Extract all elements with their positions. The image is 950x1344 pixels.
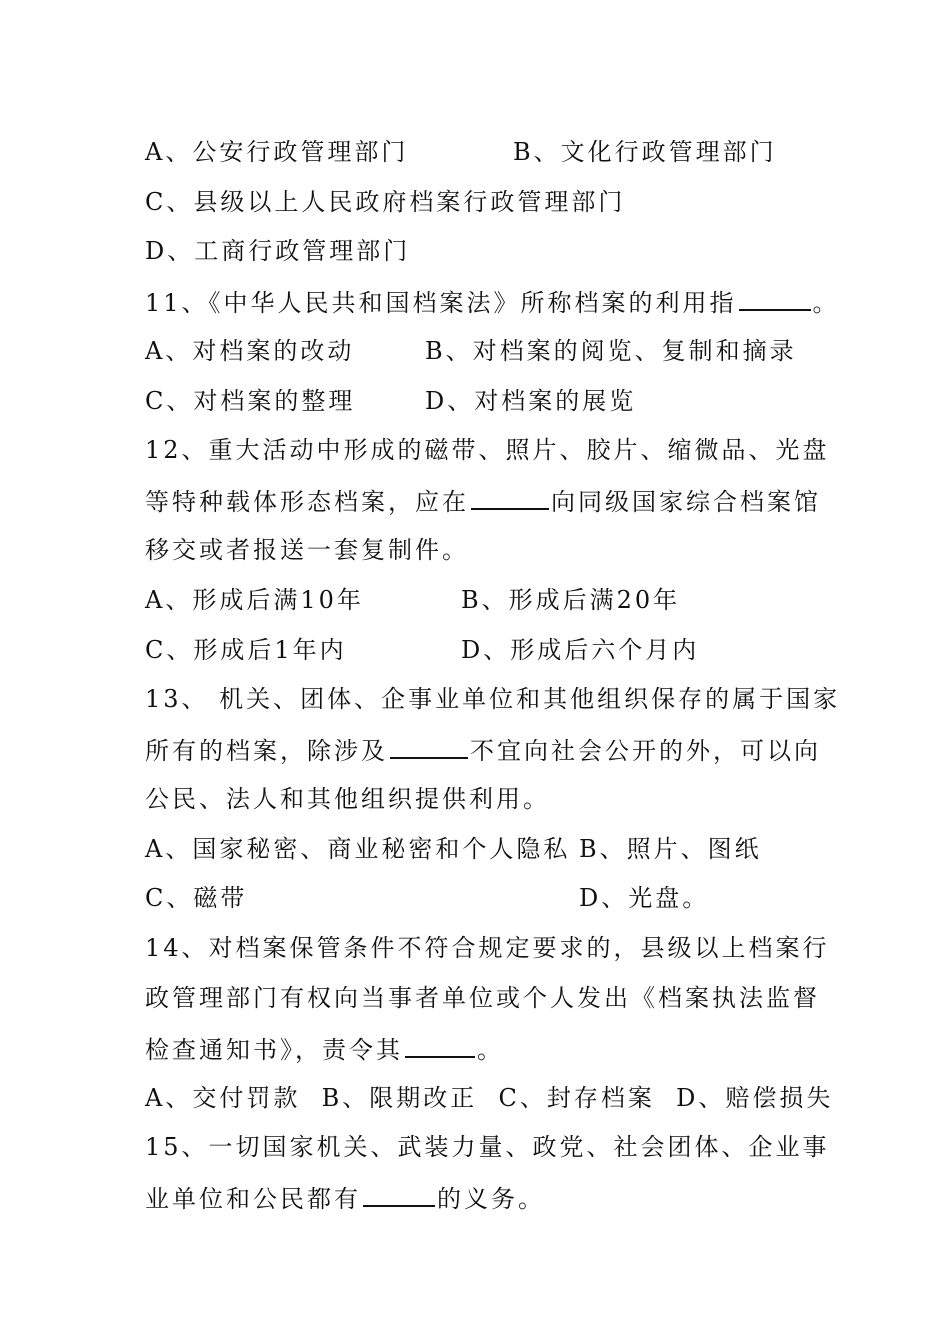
q13-option-row-1 [145,833,762,865]
q12-option-b: B、形成后满20年 [461,586,681,614]
q13-stem-line-2: 所有的档案，除涉及 不宜向社会公开的外，可以向 [145,733,821,765]
q12-stem-line-1: 12、重大活动中形成的磁带、照片、胶片、缩微品、光盘 [145,436,830,464]
answer-blank [471,484,549,510]
q14-stem-line-3: 检查通知书》，责令其 。 [145,1032,504,1064]
q13-stem-line-1: 13、 机关、团体、企事业单位和其他组织保存的属于国家 [145,685,841,713]
q11-option-c: C、对档案的整理 [145,387,356,415]
q14-stem-line-1: 14、对档案保管条件不符合规定要求的，县级以上档案行 [145,934,830,962]
q10-option-b: B、文化行政管理部门 [513,138,777,166]
q12-option-c: C、形成后1年内 [145,636,347,664]
q11-stem: 11、《中华人民共和国档案法》所称档案的利用指 。 [145,285,840,317]
q14-options: A、交付罚款 B、限期改正 C、封存档案 D、赔偿损失 [145,1084,834,1112]
q13-option-c: C、磁带 [145,884,248,912]
q15-stem-line-2: 业单位和公民都有 的义务。 [145,1181,545,1213]
q13-option-b: B、照片、图纸 [579,835,762,863]
answer-blank [405,1032,475,1058]
q12-stem-line-3: 移交或者报送一套复制件。 [145,536,469,564]
q10-option-row-1 [145,136,777,168]
q13-option-row-2 [145,882,710,914]
q13-option-d: D、光盘。 [579,884,710,912]
answer-blank [390,733,468,759]
q12-option-row-1 [145,584,681,616]
q13-stem-line-3: 公民、法人和其他组织提供利用。 [145,785,550,813]
q12-option-d: D、形成后六个月内 [461,636,700,664]
q10-option-d: D、工商行政管理部门 [145,237,411,265]
q12-option-row-2 [145,634,700,666]
q11-option-row-1 [145,335,797,367]
q11-option-b: B、对档案的阅览、复制和摘录 [425,337,797,365]
q11-option-d: D、对档案的展览 [425,387,637,415]
q11-option-row-2 [145,385,637,417]
q12-stem-line-2: 等特种载体形态档案，应在 向同级国家综合档案馆 [145,484,821,516]
q15-stem-line-1: 15、一切国家机关、武装力量、政党、社会团体、企业事 [145,1133,830,1161]
q13-option-a: A、国家秘密、商业秘密和个人隐私 [145,835,571,863]
q10-option-c: C、县级以上人民政府档案行政管理部门 [145,188,626,216]
q10-option-a: A、公安行政管理部门 [145,138,409,166]
q14-stem-line-2: 政管理部门有权向当事者单位或个人发出《档案执法监督 [145,984,820,1012]
answer-blank [363,1181,435,1207]
q11-option-a: A、对档案的改动 [145,337,355,365]
answer-blank [739,285,811,311]
q12-option-a: A、形成后满10年 [145,586,364,614]
